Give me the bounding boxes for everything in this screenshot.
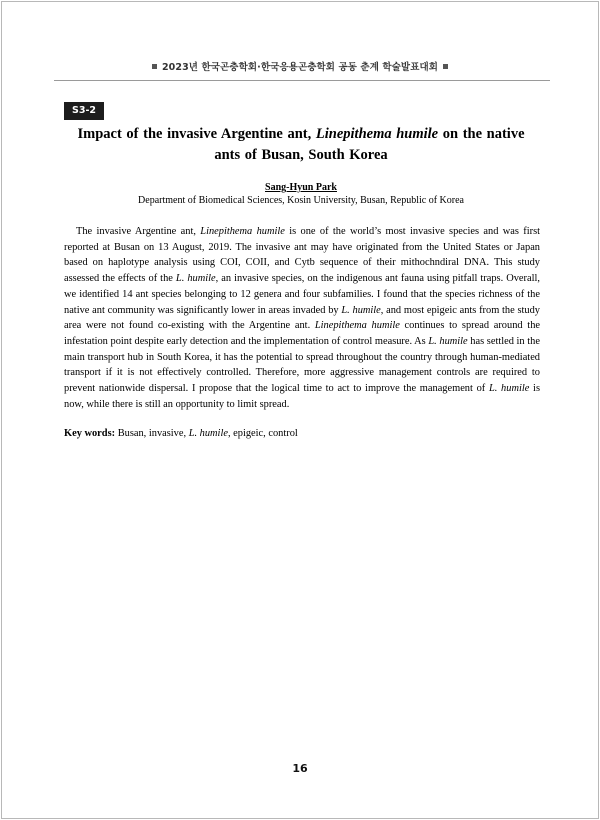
species-name: L. humile — [428, 335, 468, 347]
conference-header — [2, 59, 598, 73]
abstract-body — [64, 224, 540, 412]
species-name: L. humile — [175, 273, 216, 285]
title-text: Impact of the invasive Argentine ant, — [77, 126, 316, 142]
paper-title — [64, 124, 538, 166]
title-text: on the native ants of Busan, South Korea — [214, 126, 525, 163]
abstract-text: continues to spread around the infestation point despite early detection and the implementation of control measure. As — [64, 320, 541, 347]
session-tag: S3-2 — [64, 102, 104, 120]
species-name: Linepithema humile — [200, 226, 285, 237]
square-bullet-icon — [152, 64, 157, 69]
keywords-species: L. humile — [188, 428, 228, 439]
abstract-text: is now, while there is still an opportunity to limit spread. — [64, 383, 540, 410]
square-bullet-icon — [443, 64, 448, 69]
abstract-text: The invasive Argentine ant, — [76, 226, 201, 237]
keywords-label: Key words: — [64, 428, 116, 439]
keywords-text: Busan, invasive, — [115, 428, 189, 439]
species-name: L. humile — [488, 383, 530, 395]
keywords-text: , epigeic, control — [227, 428, 298, 439]
page-number: 16 — [292, 762, 308, 775]
abstract-text: , an invasive species, on the indigenous ant fauna using pitfall traps. Overall, we identified 14 ant species belonging to 12 genera and four subfamilies. I found that the species richness of the native ant community was significantly lower in areas invaded by — [64, 273, 540, 316]
abstract-text: , and most epigeic ants from the study area were not found co-existing with the Argentine ant. — [64, 304, 540, 332]
title-species: Linepithema humile — [315, 126, 439, 142]
header-divider — [54, 80, 550, 81]
abstract-text: is one of the world’s most invasive species and was first reported at Busan on 13 August, 2019. The invasive ant may have originated from the United States or Japan based on haplotype analysis using COI, COII, and Cytb sequence of their mithochndiral DNA. This study assessed the effects of the — [64, 226, 541, 285]
author-name: Sang-Hyun Park — [265, 182, 337, 193]
conference-title: 2023년 한국곤충학회·한국응용곤충학회 공동 춘계 학술발표대회 — [161, 62, 439, 73]
species-name: Linepithema humile — [314, 320, 400, 332]
author-affiliation: Department of Biomedical Sciences, Kosin University, Busan, Republic of Korea — [138, 195, 464, 206]
abstract-text: has settled in the main transport hub in South Korea, it has the potential to spread throughout the country through human-mediated transport if it is not effectively controlled. Therefore, more aggressive management controls are required to prevent nationwide dispersal. I propose that the logical time to act to improve the management of — [64, 335, 540, 395]
species-name: L. humile — [341, 304, 381, 316]
document-page — [1, 1, 599, 819]
keywords — [64, 428, 540, 439]
